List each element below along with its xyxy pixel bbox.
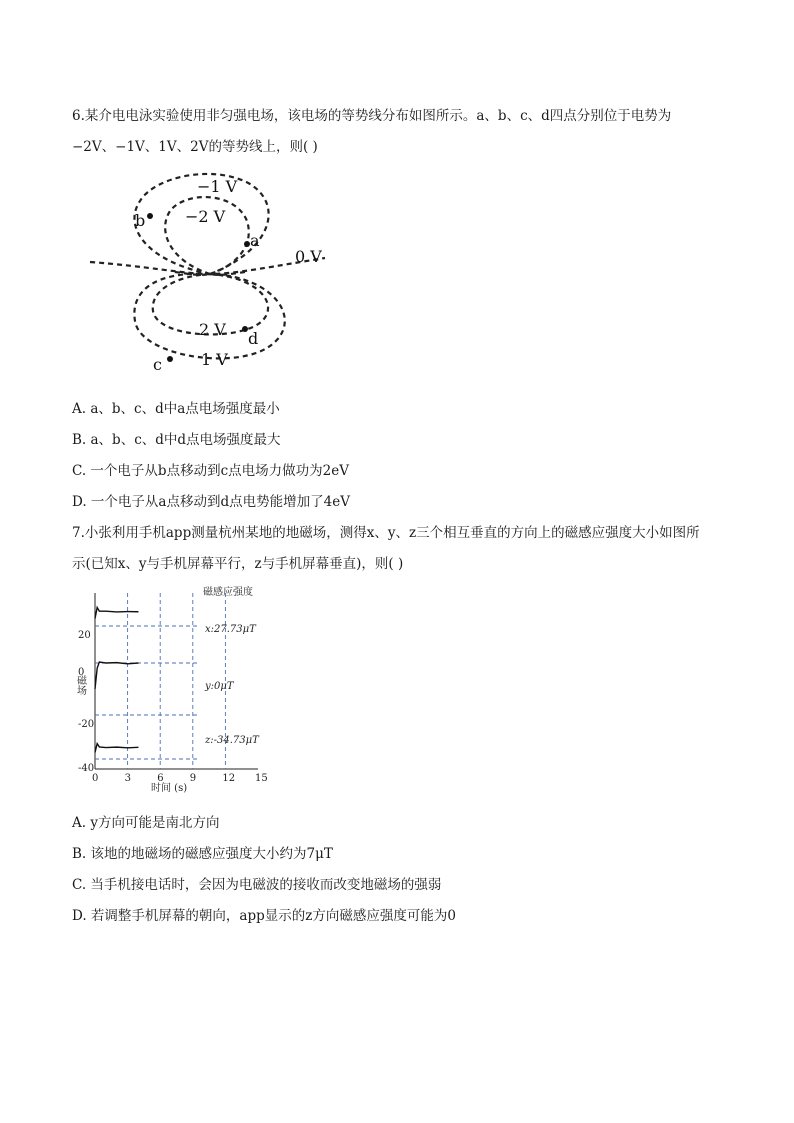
equipotential-zero xyxy=(90,258,325,274)
q7-option-b[interactable]: B. 该地的地磁场的磁感应强度大小约为7μT xyxy=(72,846,333,862)
q6-equipotential-figure xyxy=(85,166,345,381)
q6-option-b[interactable]: B. a、b、c、d中d点电场强度最大 xyxy=(72,432,281,448)
q7-stem-line1: 7.小张利用手机app测量杭州某地的地磁场，测得x、y、z三个相互垂直的方向上的磁感应强度大小如图所 xyxy=(72,525,700,541)
label-d: d xyxy=(248,329,259,348)
series-line-0 xyxy=(95,608,138,619)
y-tick-0: 0 xyxy=(78,667,85,678)
label-b: b xyxy=(135,211,146,230)
q7-option-c[interactable]: C. 当手机接电话时，会因为电磁波的接收而改变地磁场的强弱 xyxy=(72,877,442,893)
y-tick--40: -40 xyxy=(78,763,95,774)
chart-title: 磁感应强度 xyxy=(203,587,253,598)
q6-option-d[interactable]: D. 一个电子从a点移动到d点电势能增加了4eV xyxy=(72,494,350,510)
x-tick-12: 12 xyxy=(222,773,236,784)
x-tick-9: 9 xyxy=(189,773,197,784)
label-1V: 1 V xyxy=(201,350,228,369)
legend-0: x:27.73μT xyxy=(205,624,256,635)
q6-stem-line1: 6.某介电电泳实验使用非匀强电场，该电场的等势线分布如图所示。a、b、c、d四点分别位于电势为 xyxy=(72,108,672,124)
label-0V: 0 V xyxy=(295,247,322,266)
q6-stem-line2: −2V、−1V、1V、2V的等势线上，则( ) xyxy=(72,139,318,155)
q7-option-a[interactable]: A. y方向可能是南北方向 xyxy=(72,815,220,831)
equipotential-plus1 xyxy=(134,274,284,359)
y-tick--20: -20 xyxy=(78,719,95,730)
q7-option-d[interactable]: D. 若调整手机屏幕的朝向，app显示的z方向磁感应强度可能为0 xyxy=(72,908,456,924)
y-axis-label: 磁场 xyxy=(75,675,86,695)
q7-magnetic-field-chart xyxy=(75,583,275,798)
legend-2: z:-34.73μT xyxy=(205,735,259,746)
label-c: c xyxy=(153,355,162,374)
q7-stem-line2: 示(已知x、y与手机屏幕平行，z与手机屏幕垂直)，则( ) xyxy=(72,556,404,572)
x-tick-3: 3 xyxy=(124,773,131,784)
series-line-1 xyxy=(95,662,138,689)
point-b xyxy=(147,213,153,219)
x-tick-6: 6 xyxy=(157,773,164,784)
q6-option-a[interactable]: A. a、b、c、d中a点电场强度最小 xyxy=(72,401,280,417)
label-2V: 2 V xyxy=(199,320,226,339)
label-a: a xyxy=(250,231,260,250)
legend-1: y:0μT xyxy=(205,681,234,692)
y-tick-20: 20 xyxy=(78,630,91,641)
x-tick-0: 0 xyxy=(92,773,99,784)
series-line-2 xyxy=(95,744,138,753)
q6-option-c[interactable]: C. 一个电子从b点移动到c点电场力做功为2eV xyxy=(72,463,349,479)
point-c xyxy=(167,356,173,362)
x-tick-15: 15 xyxy=(255,773,268,784)
label-minus2V: −2 V xyxy=(185,207,226,226)
label-minus1V: −1 V xyxy=(197,177,238,196)
x-axis-label: 时间 (s) xyxy=(151,783,188,794)
